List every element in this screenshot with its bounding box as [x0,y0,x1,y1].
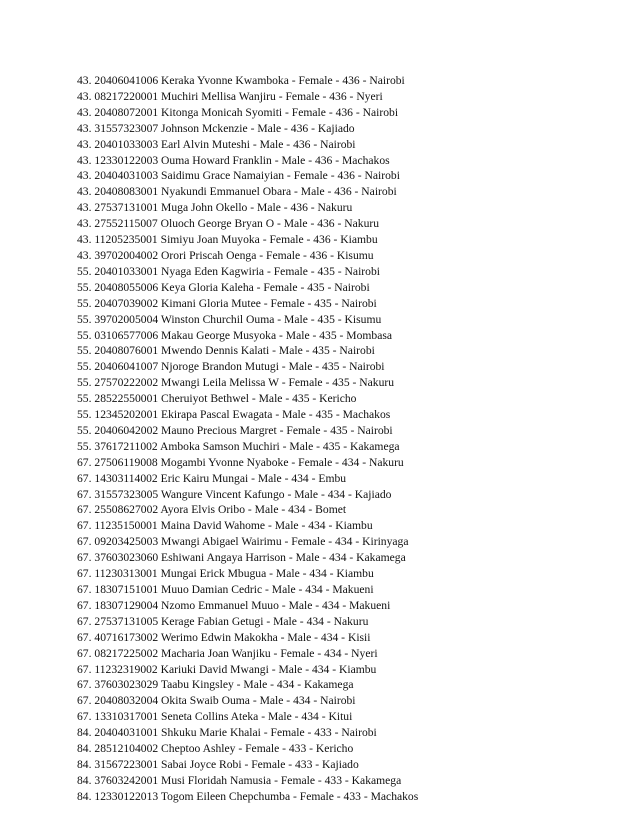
result-line: 67. 25508627002 Ayora Elvis Oribo - Male - 434 - Bomet [77,503,347,517]
result-line: 43. 31557323007 Johnson Mckenzie - Male - 436 - Kajiado [77,121,355,135]
result-line: 67. 18307129004 Nzomo Emmanuel Muuo - Male - 434 - Makueni [77,598,391,612]
result-line: 67. 11232319002 Kariuki David Mwangi - Male - 434 - Kiambu [77,662,377,676]
result-line: 43. 27552115007 Oluoch George Bryan O - Male - 436 - Nakuru [77,217,380,231]
result-line: 67. 27537131005 Kerage Fabian Getugi - Male - 434 - Nakuru [77,614,369,628]
result-line: 43. 20404031003 Saidimu Grace Namaiyian - Female - 436 - Nairobi [77,169,400,183]
result-line: 84. 28512104002 Cheptoo Ashley - Female - 433 - Kericho [77,742,354,756]
result-line: 67. 31557323005 Wangure Vincent Kafungo - Male - 434 - Kajiado [77,487,392,501]
result-line: 55. 37617211002 Amboka Samson Muchiri - Male - 435 - Kakamega [77,439,400,453]
result-line: 43. 11205235001 Simiyu Joan Muyoka - Female - 436 - Kiambu [77,233,378,247]
result-line: 43. 08217220001 Muchiri Mellisa Wanjiru - Female - 436 - Nyeri [77,89,383,103]
results-list [77,73,617,805]
result-line: 84. 12330122013 Togom Eileen Chepchumba - Female - 433 - Machakos [77,789,419,803]
result-line: 84. 20404031001 Shkuku Marie Khalai - Female - 433 - Nairobi [77,726,377,740]
result-line: 67. 37603023060 Eshiwani Angaya Harrison - Male - 434 - Kakamega [77,551,406,565]
result-line: 55. 28522550001 Cheruiyot Bethwel - Male - 435 - Kericho [77,392,357,406]
result-line: 84. 31567223001 Sabai Joyce Robi - Female - 433 - Kajiado [77,757,359,771]
result-line: 67. 14303114002 Eric Kairu Mungai - Male - 434 - Embu [77,471,347,485]
result-line: 55. 20407039002 Kimani Gloria Mutee - Female - 435 - Nairobi [77,296,377,310]
result-line: 67. 40716173002 Werimo Edwin Makokha - Male - 434 - Kisii [77,630,371,644]
result-line: 43. 20408072001 Kitonga Monicah Syomiti - Female - 436 - Nairobi [77,105,399,119]
result-line: 55. 03106577006 Makau George Musyoka - Male - 435 - Mombasa [77,328,393,342]
result-line: 67. 11230313001 Mungai Erick Mbugua - Male - 434 - Kiambu [77,567,374,581]
result-line: 43. 27537131001 Muga John Okello - Male - 436 - Nakuru [77,201,353,215]
result-line: 67. 09203425003 Mwangi Abigael Wairimu - Female - 434 - Kirinyaga [77,535,409,549]
result-line: 55. 27570222002 Mwangi Leila Melissa W - Female - 435 - Nakuru [77,376,395,390]
result-line: 67. 27506119008 Mogambi Yvonne Nyaboke - Female - 434 - Nakuru [77,455,404,469]
result-line: 43. 20408083001 Nyakundi Emmanuel Obara - Male - 436 - Nairobi [77,185,397,199]
result-line: 55. 20406042002 Mauno Precious Margret - Female - 435 - Nairobi [77,423,393,437]
result-line: 43. 39702004002 Orori Priscah Oenga - Female - 436 - Kisumu [77,248,374,262]
result-line: 43. 20401033003 Earl Alvin Muteshi - Male - 436 - Nairobi [77,137,356,151]
result-line: 55. 39702005004 Winston Churchil Ouma - Male - 435 - Kisumu [77,312,382,326]
result-line: 67. 08217225002 Macharia Joan Wanjiku - Female - 434 - Nyeri [77,646,378,660]
result-line: 67. 11235150001 Maina David Wahome - Male - 434 - Kiambu [77,519,373,533]
result-line: 67. 37603023029 Taabu Kingsley - Male - 434 - Kakamega [77,678,354,692]
result-line: 67. 20408032004 Okita Swaib Ouma - Male - 434 - Nairobi [77,694,356,708]
result-line: 84. 37603242001 Musi Floridah Namusia - Female - 433 - Kakamega [77,773,402,787]
result-line: 55. 12345202001 Ekirapa Pascal Ewagata - Male - 435 - Machakos [77,408,391,422]
result-line: 43. 20406041006 Keraka Yvonne Kwamboka - Female - 436 - Nairobi [77,74,405,87]
result-line: 43. 12330122003 Ouma Howard Franklin - Male - 436 - Machakos [77,153,390,167]
result-line: 55. 20406041007 Njoroge Brandon Mutugi - Male - 435 - Nairobi [77,360,385,374]
result-line: 55. 20408055006 Keya Gloria Kaleha - Female - 435 - Nairobi [77,280,370,294]
result-line: 55. 20408076001 Mwendo Dennis Kalati - Male - 435 - Nairobi [77,344,375,358]
result-line: 67. 13310317001 Seneta Collins Ateka - Male - 434 - Kitui [77,710,353,724]
result-line: 67. 18307151001 Muuo Damian Cedric - Male - 434 - Makueni [77,583,374,596]
result-line: 55. 20401033001 Nyaga Eden Kagwiria - Female - 435 - Nairobi [77,264,380,278]
